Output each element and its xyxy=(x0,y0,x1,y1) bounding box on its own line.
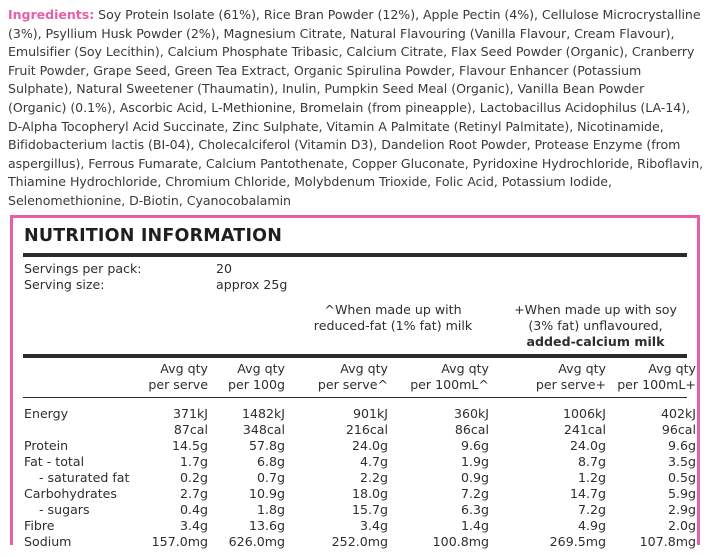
row-0-value-4-line-2: 86cal xyxy=(454,422,489,437)
column-header-5-line-1: Avg qty xyxy=(558,361,606,376)
row-0-value-6-line-1: 402kJ xyxy=(660,406,696,421)
row-3-value-2: 0.7g xyxy=(256,470,285,485)
row-6-value-3: 3.4g xyxy=(359,518,388,533)
column-header-6-line-1: Avg qty xyxy=(648,361,696,376)
header-rule xyxy=(23,354,687,358)
row-1-value-6: 9.6g xyxy=(667,438,696,453)
row-2-value-5: 8.7g xyxy=(577,454,606,469)
row-7-value-1: 157.0mg xyxy=(151,534,208,549)
row-4-value-3: 18.0g xyxy=(351,486,388,501)
row-7-value-6: 107.8mg xyxy=(639,534,696,549)
milk-group-line-2: reduced-fat (1% fat) milk xyxy=(313,318,473,333)
row-1-value-1: 14.5g xyxy=(171,438,208,453)
servings-per-pack-label: Servings per pack: xyxy=(24,261,142,276)
title-rule xyxy=(23,253,687,257)
column-header-2-line-2: per 100g xyxy=(228,377,285,392)
row-1-value-3: 24.0g xyxy=(351,438,388,453)
row-4-value-4: 7.2g xyxy=(460,486,489,501)
column-header-5-line-2: per serve+ xyxy=(535,377,606,392)
row-5-value-1: 0.4g xyxy=(179,502,208,517)
row-label-6: Fibre xyxy=(24,518,55,533)
row-label-2: Fat - total xyxy=(24,454,85,469)
row-4-value-2: 10.9g xyxy=(248,486,285,501)
row-4-value-5: 14.7g xyxy=(569,486,606,501)
column-header-6-line-2: per 100mL+ xyxy=(617,377,696,392)
row-3-value-5: 1.2g xyxy=(577,470,606,485)
row-0-value-3-line-1: 901kJ xyxy=(352,406,388,421)
serving-size-label: Serving size: xyxy=(24,277,105,292)
row-label-1: Protein xyxy=(24,438,69,453)
row-3-value-6: 0.5g xyxy=(667,470,696,485)
row-2-value-2: 6.8g xyxy=(256,454,285,469)
row-3-value-3: 2.2g xyxy=(359,470,388,485)
servings-per-pack-value: 20 xyxy=(216,261,233,276)
row-6-value-5: 4.9g xyxy=(577,518,606,533)
columns-rule xyxy=(23,397,687,398)
nutrition-title: NUTRITION INFORMATION xyxy=(24,226,283,246)
soy-group-line-2: (3% fat) unflavoured, xyxy=(528,318,663,333)
row-0-value-1-line-2: 87cal xyxy=(173,422,208,437)
column-header-1-line-2: per serve xyxy=(148,377,208,392)
column-header-1-line-1: Avg qty xyxy=(160,361,208,376)
column-header-4-line-2: per 100mL^ xyxy=(410,377,489,392)
row-7-value-2: 626.0mg xyxy=(228,534,285,549)
row-6-value-1: 3.4g xyxy=(179,518,208,533)
row-0-value-2-line-2: 348cal xyxy=(242,422,285,437)
row-label-3: - saturated fat xyxy=(39,470,130,485)
ingredients-label: Ingredients: xyxy=(8,7,95,22)
column-header-3-line-2: per serve^ xyxy=(317,377,388,392)
row-label-5: - sugars xyxy=(39,502,90,517)
row-0-value-5-line-2: 241cal xyxy=(563,422,606,437)
row-label-7: Sodium xyxy=(24,534,72,549)
ingredients-text: Soy Protein Isolate (61%), Rice Bran Powder (12%), Apple Pectin (4%), Cellulose Microcrystalline (3%), Psyllium Husk Powder (2%), Magnesium Citrate, Natural Flavouring (Vanilla Flavour, Cream Flavour), Emulsifier (Soy Lecithin), Calcium Phosphate Tribasic, Calcium Citrate, Flax Seed Powder (Organic), Cranberry Fruit Powder, Grape Seed, Green Tea Extract, Organic Spirulina Powder, Flavour Enhancer (Potassium Sulphate), Natural Sweetener (Thaumatin), Inulin, Pumpkin Seed Meal (Organic), Vanilla Bean Powder (Organic) (0.1%), Ascorbic Acid, L-Methionine, Bromelain (from pineapple), Lactobacillus Acidophilus (LA-14), D-Alpha Tocopheryl Acid Succinate, Zinc Sulphate, Vitamin A Palmitate (Retinyl Palmitate), Nicotinamide, Bifidobacterium lactis (BI-04), Cholecalciferol (Vitamin D3), Dandelion Root Powder, Protease Enzyme (from aspergillus), Ferrous Fumarate, Calcium Pantothenate, Copper Gluconate, Pyridoxine Hydrochloride, Riboflavin, Thiamine Hydrochloride, Chromium Chloride, Molybdenum Trioxide, Folic Acid, Potassium Iodide, Selenomethionine, D-Biotin, Cyanocobalamin xyxy=(8,7,704,208)
soy-group-line-3: added-calcium milk xyxy=(526,334,665,349)
row-5-value-6: 2.9g xyxy=(667,502,696,517)
row-7-value-3: 252.0mg xyxy=(331,534,388,549)
row-0-value-1-line-1: 371kJ xyxy=(172,406,208,421)
row-1-value-4: 9.6g xyxy=(460,438,489,453)
ingredients-paragraph xyxy=(8,6,704,211)
row-1-value-2: 57.8g xyxy=(248,438,285,453)
nutrition-panel xyxy=(10,215,700,549)
row-0-value-4-line-1: 360kJ xyxy=(453,406,489,421)
row-5-value-3: 15.7g xyxy=(351,502,388,517)
row-0-value-5-line-1: 1006kJ xyxy=(562,406,606,421)
row-3-value-4: 0.9g xyxy=(460,470,489,485)
column-header-3-line-1: Avg qty xyxy=(340,361,388,376)
row-0-value-6-line-2: 96cal xyxy=(661,422,696,437)
row-6-value-2: 13.6g xyxy=(248,518,285,533)
row-4-value-6: 5.9g xyxy=(667,486,696,501)
row-0-value-3-line-2: 216cal xyxy=(345,422,388,437)
row-7-value-5: 269.5mg xyxy=(549,534,606,549)
column-header-2-line-1: Avg qty xyxy=(237,361,285,376)
row-label-0: Energy xyxy=(24,406,69,421)
row-2-value-6: 3.5g xyxy=(667,454,696,469)
serving-size-value: approx 25g xyxy=(216,277,288,292)
row-2-value-4: 1.9g xyxy=(460,454,489,469)
soy-group-line-1: +When made up with soy xyxy=(514,302,677,317)
row-7-value-4: 100.8mg xyxy=(432,534,489,549)
row-4-value-1: 2.7g xyxy=(179,486,208,501)
row-2-value-1: 1.7g xyxy=(179,454,208,469)
row-label-4: Carbohydrates xyxy=(24,486,117,501)
row-6-value-4: 1.4g xyxy=(460,518,489,533)
row-5-value-5: 7.2g xyxy=(577,502,606,517)
milk-group-line-1: ^When made up with xyxy=(324,302,462,317)
row-2-value-3: 4.7g xyxy=(359,454,388,469)
row-3-value-1: 0.2g xyxy=(179,470,208,485)
row-5-value-4: 6.3g xyxy=(460,502,489,517)
row-5-value-2: 1.8g xyxy=(256,502,285,517)
row-6-value-6: 2.0g xyxy=(667,518,696,533)
row-1-value-5: 24.0g xyxy=(569,438,606,453)
column-header-4-line-1: Avg qty xyxy=(441,361,489,376)
row-0-value-2-line-1: 1482kJ xyxy=(241,406,285,421)
